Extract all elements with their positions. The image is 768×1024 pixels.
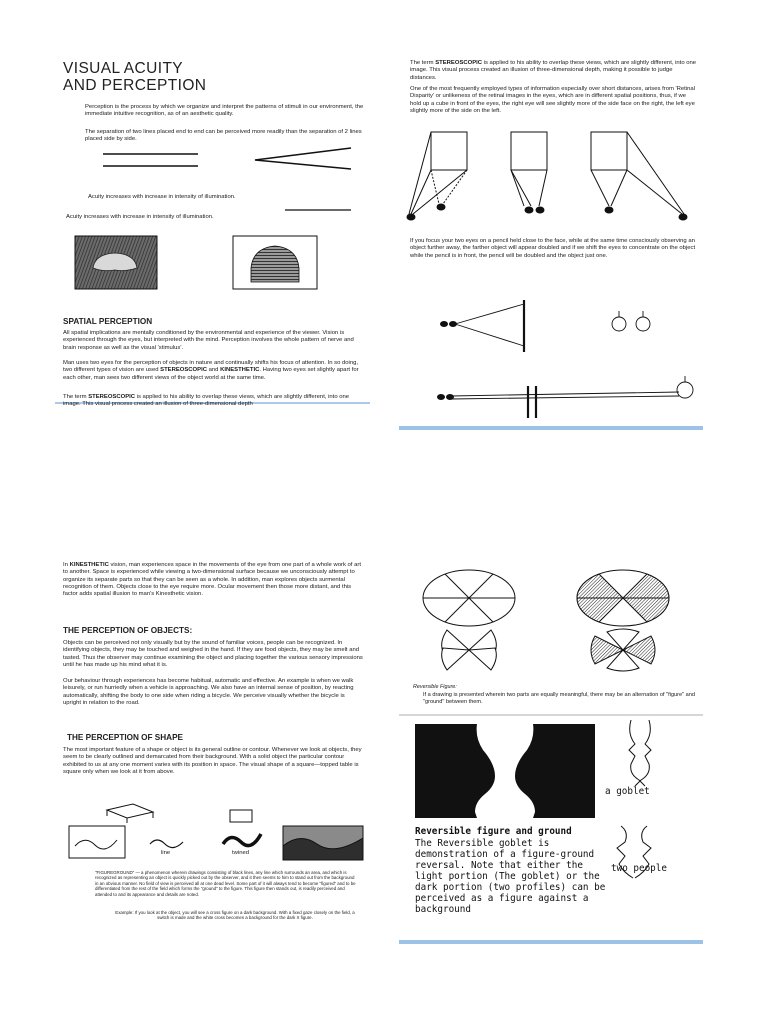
- goblet-label: a goblet: [605, 786, 650, 797]
- title-line-2: AND PERCEPTION: [63, 77, 207, 94]
- term-kinesthetic: KINESTHETIC: [220, 367, 260, 374]
- page-reversible-figure: [399, 560, 703, 944]
- two-people-label: two people: [611, 863, 667, 874]
- intro-paragraph-1: Perception is the process by which we organize and interpret the patterns of stimuli in our environment, the immediate intuitive recognition, as of an aesthetic quality.: [85, 104, 364, 118]
- section-heading-perception-of-objects: THE PERCEPTION OF OBJECTS:: [63, 626, 193, 635]
- text-run: and: [206, 367, 221, 374]
- spatial-paragraph-2: [63, 360, 363, 382]
- text-run: The term: [410, 60, 436, 66]
- acuity-caption-a: Acuity increases with increase in intensity of illumination.: [88, 194, 236, 200]
- acuity-caption-b: Acuity increases with increase in intensity of illumination.: [66, 214, 214, 220]
- objects-paragraph-2: Our behaviour through experiences has become habitual, automatic and effective. An example is when we walk leisurely, or run hurriedly when a vehicle is approaching. We also have an internal sense of position, by reacting automatically, shifting the body to one side when riding a bicycle. We perceive visually whether the bicycle is upright in relation to the road.: [63, 678, 354, 706]
- handwritten-explanation: The Reversible goblet is demonstration of a figure-ground reversal. Note that either the light portion (The goblet) or the dark portion (two profiles) can be perceived as a figure against a background: [415, 838, 606, 915]
- text-run: In: [63, 562, 70, 568]
- shape-paragraph: The most important feature of a shape or object is its general outline or contour. Whenever we look at objects, they seem to be clearly outlined and demarcated from their background. With a solid object the particular contour exhibited to us at any one moment varies with its position in space. The visual shape of a square—topped table is square only when we look at it from above.: [63, 747, 362, 775]
- intro-paragraph-2: The separation of two lines placed end to end can be perceived more readily than the separation of 2 lines placed side by side.: [85, 129, 362, 143]
- spatial-paragraph-1: All spatial implications are mentally conditioned by the environmental and experience of the viewer. Vision is experienced through the eyes, but interpreted with the mind. Perception involves the whole pattern of nerve and brain response as well as the visual 'stimulus'.: [63, 330, 354, 351]
- spatial-paragraph-3: [63, 394, 363, 409]
- handwritten-title: Reversible figure and ground: [415, 826, 572, 837]
- section-heading-perception-of-shape: THE PERCEPTION OF SHAPE: [67, 733, 184, 742]
- term-stereoscopic: STEREOSCOPIC: [88, 394, 136, 400]
- text-run: vision, man experiences space in the movements of the eye from one part of a whole work of art to another. Space is experienced while viewing a two-dimensional surface because we unconsciously attempt to organize its separate parts so that they can be seen as a whole. In addition, man explores objects surmental recognition of them. Objects close to the eye require more. Ocular movement then those more distant, and this factor adds spatial illusion to man's Kinesthetic vision.: [63, 562, 361, 598]
- title-line-1: VISUAL ACUITY: [63, 60, 184, 77]
- term-kinesthetic: KINESTHETIC: [69, 562, 109, 568]
- reversible-figure-label: Reversible Figure:: [413, 684, 457, 690]
- page-perception-of-objects: [55, 560, 370, 928]
- pencil-focus-paragraph: If you focus your two eyes on a pencil held close to the face, while at the same time consciously observing an object further away, the farther object will appear doubled and if we shift the eyes to concentrate on the object while the pencil is in front, the pencil will be doubled and the object just one.: [410, 238, 696, 259]
- term-stereoscopic: STEREOSCOPIC: [435, 60, 483, 66]
- figure-ground-definition: "FIGUREGROUND" — a phenomenon wherein drawings consisting of black lines, any line which surrounds an area, and which is recognized as representing an object is quickly picked out by the observer, and it then seems to him to stand out from the background in an obvious manner. No field of view is perceived all at one dead level. Some part of it will always tend to become "figured" and to be differentiated from the rest of the field which forms the "ground" to the figure. This figure then stands out, is readily perceived and attended to and its appearance and details are noted.: [95, 870, 356, 897]
- term-stereoscopic: STEREOSCOPIC: [160, 367, 207, 374]
- text-run: is applied to his ability to overlap these views, which are slightly different, into one image. This visual process created an illusion of three-dimensional depth: [63, 394, 350, 408]
- pencil-diagram: [399, 56, 703, 426]
- reversible-figure-text: If a drawing is presented wherein two parts are equally meaningful, there may be an alternation of "figure" and "ground" between them.: [423, 692, 696, 705]
- page-stereoscopic: [399, 56, 703, 430]
- text-run: . Having two eyes set slightly apart for each other, man sees two different views of the object world at the same time.: [63, 367, 359, 381]
- text-run: Man uses two eyes for the perception of objects in nature and continually shifts his focus of attention. In so doing, two different types of vision are used: [63, 360, 359, 374]
- section-heading-spatial-perception: SPATIAL PERCEPTION: [63, 317, 153, 326]
- page-visual-acuity: [55, 56, 370, 408]
- objects-paragraph-1: Objects can be perceived not only visually but by the sound of familiar voices, people can be recognized. In identifying objects, they may be touched and weighed in the hand. If they are food objects, they may be smelt and tasted. Thus the observer may continue examining the object and placing together the various sensory impressions until he has made up his mind what it is.: [63, 640, 363, 668]
- text-run: The term: [63, 394, 89, 400]
- label-line: line: [161, 850, 171, 856]
- text-run: is applied to his ability to overlap these views, which are slightly different, into one image. This visual process created an illusion of three-dimensional depth, making it possible to judge distances.: [410, 60, 697, 81]
- label-twined: twined: [232, 850, 250, 856]
- figure-ground-example: Example: If you look at the object, you will see a cross figure on a dark background. With a fixed gaze closely on the field, a switch is made and the white cross becomes a background for the dark X figure.: [115, 910, 355, 921]
- retinal-disparity-paragraph: One of the most frequently employed types of information especially over short distances, arises from 'Retinal Disparity' or unlikeness of the retinal images in the eyes, which are in different spatial positions, thus, if we hold up a cube in front of the eyes, the right eye will see slightly more of the side face on the right, the left eye slightly more of the side on the left.: [410, 86, 695, 114]
